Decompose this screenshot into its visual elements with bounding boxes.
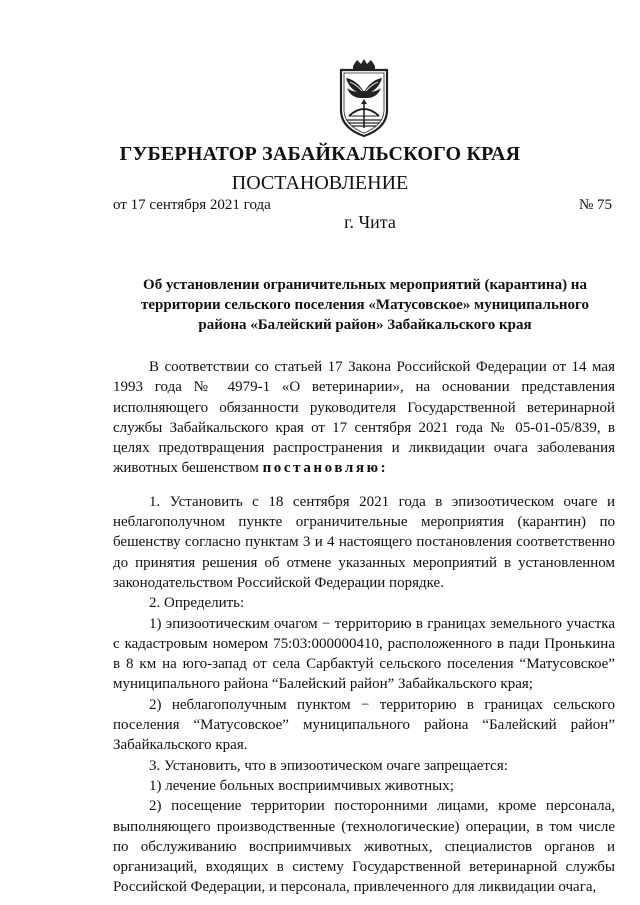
clause-2-1: 1) эпизоотическим очагом − территорию в границах земельного участка с кадастровым номером 75:03:000000410, расположенного в пади Пронькина в 8 км на юго-запад от села Сарбактуй сельского поселения “Матусовское” муниципального района “Балейский район” Забайкальского края;	[113, 615, 615, 693]
preamble-text: В соответствии со статьей 17 Закона Российской Федерации от 14 мая 1993 года № 4979-1 «О ветеринарии», на основании представления исполняющего обязанности руководителя Государственной ветеринарной службы Забайкальского края от 17 сентября 2021 года № 05-01-05/839, в целях предотвращения распространения и ликвидации очага заболевания животных бешенством	[113, 359, 615, 477]
clause-1: 1. Установить с 18 сентября 2021 года в эпизоотическом очаге и неблагополучном пункте ограничительные мероприятия (карантин) по бешенству согласно пунктам 3 и 4 настоящего постановления соответственно до принятия решения об отмене указанных мероприятий в установленном законодательством Российской Федерации порядке.	[113, 493, 615, 591]
clause-3-1: 1) лечение больных восприимчивых животных;	[149, 777, 454, 794]
clause-2-2: 2) неблагополучным пунктом − территорию в границах сельского поселения “Матусовское” муниципального района “Балейский район” Забайкальского края.	[113, 696, 615, 754]
document-subject: Об установлении ограничительных мероприятий (карантина) на территории сельского поселения «Матусовское» муниципального района «Балейский район» Забайкальского края	[141, 277, 589, 333]
clause-3-2: 2) посещение территории посторонними лицами, кроме персонала, выполняющего производственные (технологические) операции, в том числе по обслуживанию восприимчивых животных, специалистов органов и организаций, входящих в систему Государственной ветеринарной службы Российской Федерации, и персонала, привлеченного для ликвидации очага,	[113, 798, 615, 896]
document-date: от 17 сентября 2021 года	[113, 197, 271, 213]
document-body	[113, 357, 615, 898]
preamble-paragraph	[113, 357, 615, 479]
document-number: № 75	[578, 197, 612, 213]
clause-2: 2. Определить:	[149, 595, 245, 612]
document-type: ПОСТАНОВЛЕНИЕ	[231, 172, 409, 194]
coat-of-arms-icon	[327, 58, 401, 140]
resolve-word: постановляю:	[262, 460, 389, 477]
document-city: г. Чита	[344, 212, 396, 232]
clause-3: 3. Установить, что в эпизоотическом очаге запрещается:	[149, 757, 508, 774]
issuing-authority: ГУБЕРНАТОР ЗАБАЙКАЛЬСКОГО КРАЯ	[119, 143, 521, 165]
